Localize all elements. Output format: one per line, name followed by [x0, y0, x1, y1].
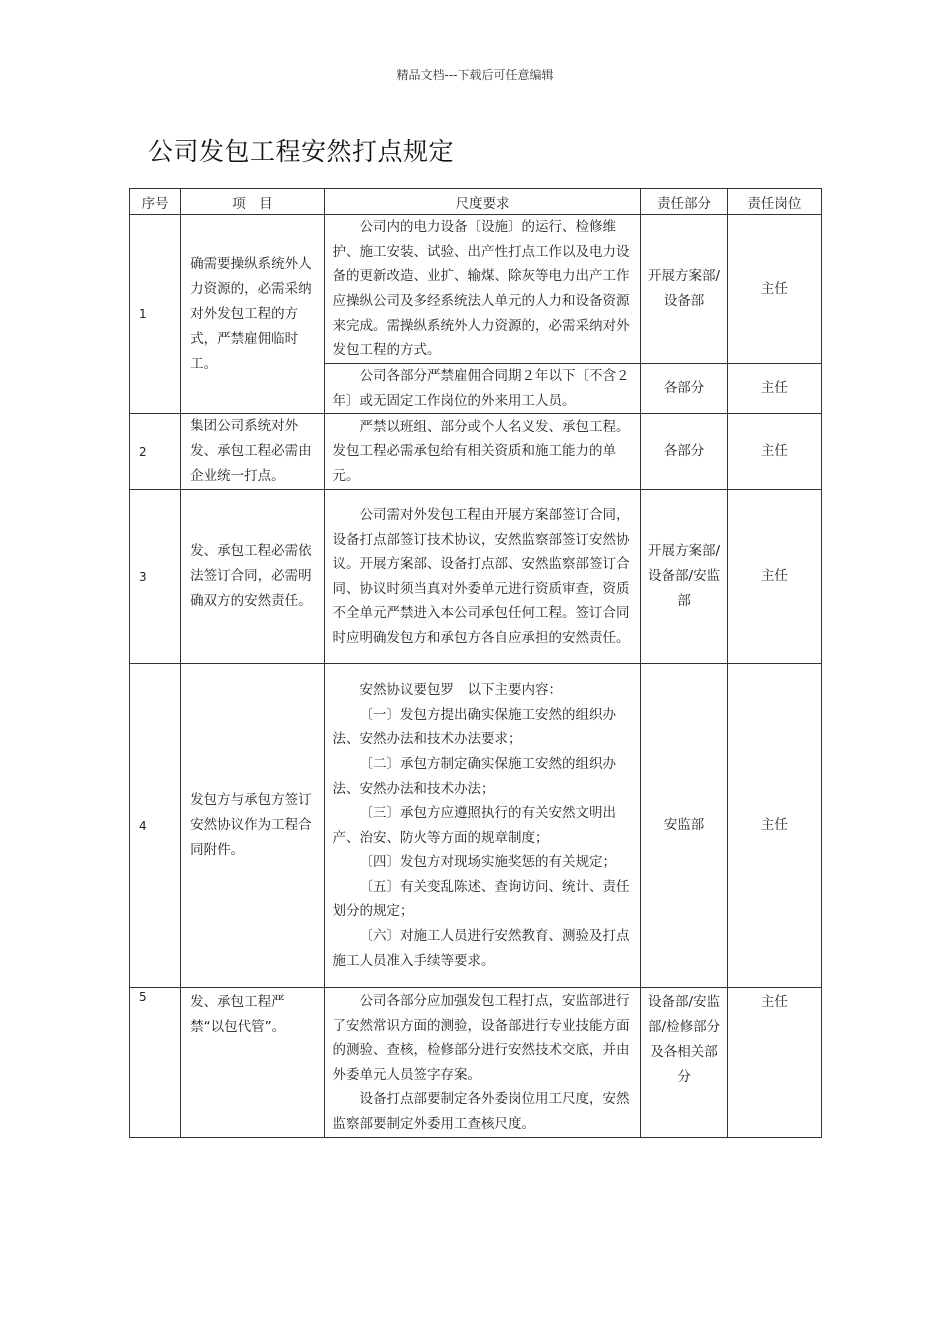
requirement-paragraph: 〔二〕承包方制定确实保施工安然的组织办法、安然办法和技术办法；: [332, 755, 617, 797]
requirement-paragraph: 严禁以班组、部分或个人名义发、承包工程。发包工程必需承包给有相关资质和施工能力的单元。: [332, 418, 630, 484]
column-header-department: 责任部分: [641, 189, 727, 215]
table-header-row: [130, 189, 822, 215]
row-number: 2: [130, 414, 181, 490]
row-requirement: [324, 664, 641, 988]
row-item: 发、承包工程必需依法签订合同，必需明确双方的安然责任。: [181, 490, 324, 664]
requirement-paragraph: 〔四〕发包方对现场实施奖惩的有关规定；: [359, 854, 617, 871]
table-row: [130, 414, 822, 490]
requirement-paragraph: 安然协议要包罗 以下主要内容：: [359, 682, 563, 699]
row-item: 发、承包工程严禁“以包代管”。: [181, 988, 324, 1138]
requirement-paragraph: 〔三〕承包方应遵照执行的有关安然文明出产、治安、防火等方面的规章制度；: [332, 805, 617, 846]
row-requirement: [324, 414, 641, 490]
column-header-post: 责任岗位: [727, 189, 821, 215]
row-item: 确需要操纵系统外人力资源的，必需采纳对外发包工程的方式，严禁雇佣临时工。: [181, 215, 324, 414]
row-post: 主任: [727, 664, 821, 988]
row-post: 主任: [727, 490, 821, 664]
requirement-paragraph: 设备打点部要制定各外委岗位用工尺度，安然监察部要制定外委用工查核尺度。: [332, 1091, 630, 1132]
table-row: [130, 988, 822, 1138]
row-department: 开展方案部/设备部/安监部: [641, 490, 727, 664]
row-department: 开展方案部/设备部: [641, 215, 727, 364]
row-requirement: [324, 988, 641, 1138]
column-header-no: 序号: [130, 189, 181, 215]
row-department: 各部分: [641, 364, 727, 414]
row-requirement: [324, 364, 641, 414]
row-number: 1: [130, 215, 181, 414]
page-title: 公司发包工程安然打点规定: [148, 137, 455, 166]
regulation-table: [129, 188, 822, 1138]
table-row: [130, 490, 822, 664]
row-post: 主任: [727, 215, 821, 364]
row-post: 主任: [727, 364, 821, 414]
row-post: 主任: [727, 414, 821, 490]
row-department: 安监部: [641, 664, 727, 988]
row-requirement: [324, 215, 641, 364]
row-item: 集团公司系统对外发、承包工程必需由企业统一打点。: [181, 414, 324, 490]
table-row: [130, 215, 822, 364]
column-header-requirement: 尺度要求: [324, 189, 641, 215]
row-item: 发包方与承包方签订安然协议作为工程合同附件。: [181, 664, 324, 988]
header-note: 精品文档---下载后可任意编辑: [396, 68, 554, 82]
requirement-paragraph: 公司各部分应加强发包工程打点，安监部进行了安然常识方面的测验，设备部进行专业技能方面的测验、查核，检修部分进行安然技术交底，并由外委单元人员签字存案。: [332, 992, 630, 1083]
column-header-item: 项 目: [181, 189, 324, 215]
requirement-paragraph: 公司需对外发包工程由开展方案部签订合同，设备打点部签订技术协议，安然监察部签订安然协议。开展方案部、设备打点部、安然监察部签订合同、协议时须当真对外委单元进行资质审查，资质不全单元严禁进入本公司承包任何工程。签订合同时应明确发包方和承包方各自应承担的安然责任。: [332, 506, 630, 646]
requirement-paragraph: 〔六〕对施工人员进行安然教育、测验及打点施工人员准入手续等要求。: [332, 928, 630, 969]
row-department: 各部分: [641, 414, 727, 490]
row-requirement: [324, 490, 641, 664]
row-number: 4: [130, 664, 181, 988]
row-post: 主任: [727, 988, 821, 1138]
row-number: 5: [130, 988, 181, 1138]
requirement-paragraph: 〔一〕发包方提出确实保施工安然的组织办法、安然办法和技术办法要求；: [332, 706, 617, 748]
row-department: 设备部/安监部/检修部分及各相关部分: [641, 988, 727, 1138]
requirement-paragraph: 公司各部分严禁雇佣合同期２年以下〔不含２年〕或无固定工作岗位的外来用工人员。: [332, 368, 630, 409]
row-number: 3: [130, 490, 181, 664]
requirement-paragraph: 〔五〕有关变乱陈述、查询访问、统计、责任划分的规定；: [332, 878, 630, 920]
requirement-paragraph: 公司内的电力设备〔设施〕的运行、检修维护、施工安装、试验、出产性打点工作以及电力设备的更新改造、业扩、输煤、除灰等电力出产工作应操纵公司及多经系统法人单元的人力和设备资源来完成。需操纵系统外人力资源的，必需采纳对外发包工程的方式。: [332, 219, 630, 359]
table-row: [130, 664, 822, 988]
